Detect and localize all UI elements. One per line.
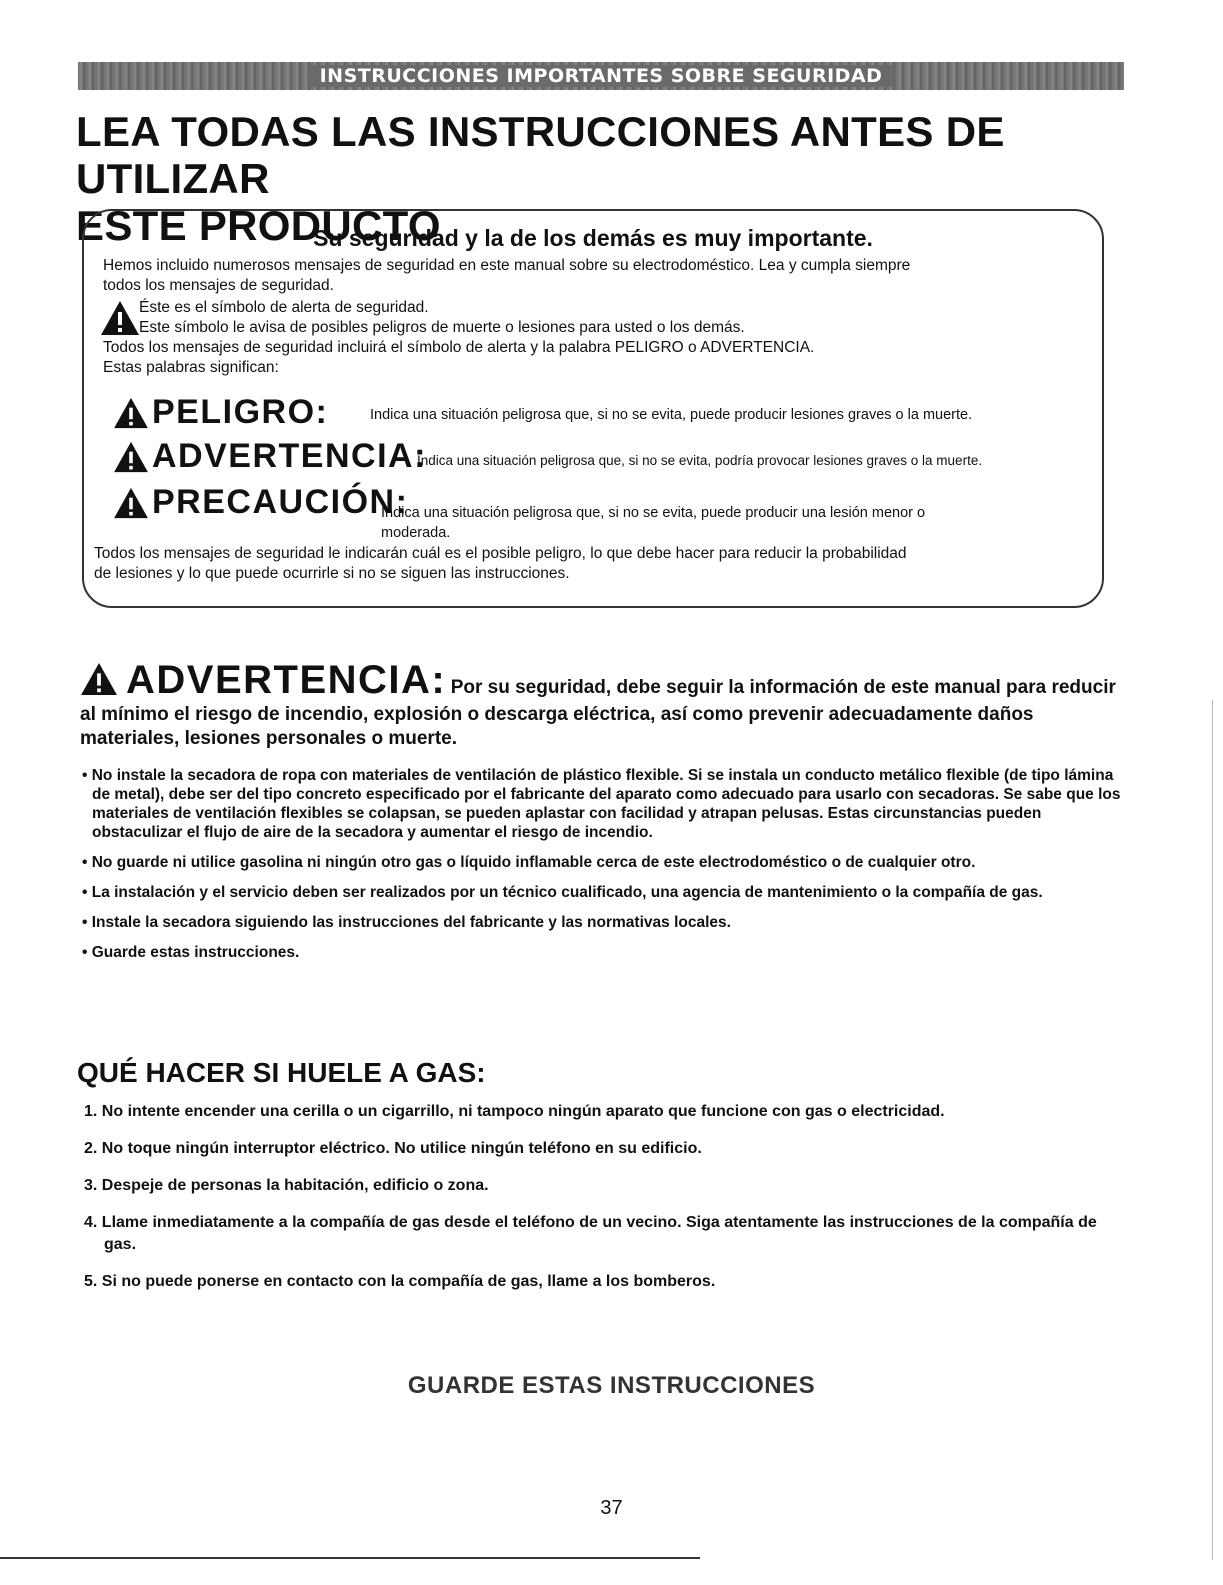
safety-heading: Su seguridad y la de los demás es muy importante. [313, 225, 873, 251]
list-item: 1. No intente encender una cerilla o un cigarrillo, ni tampoco ningún aparato que funcione con gas o electricidad. [84, 1103, 945, 1120]
closing-line2: de lesiones y lo que puede ocurrirle si no se siguen las instrucciones. [94, 565, 570, 582]
section-banner [78, 62, 1124, 90]
page-title-line2: ESTE PRODUCTO [76, 202, 441, 249]
advertencia-label: ADVERTENCIA: [152, 437, 427, 475]
page-title-line1: LEA TODAS LAS INSTRUCCIONES ANTES DE UTILIZAR [76, 108, 1005, 202]
all-messages-text: Todos los mensajes de seguridad incluirá el símbolo de alerta y la palabra PELIGRO o ADVERTENCIA. [103, 339, 815, 356]
intro-line2: todos los mensajes de seguridad. [103, 277, 334, 294]
footer-title: GUARDE ESTAS INSTRUCCIONES [407, 1372, 816, 1399]
peligro-alert-icon [113, 397, 149, 429]
precaucion-description-line1: Indica una situación peligrosa que, si no se evita, puede producir una lesión menor o [381, 505, 926, 521]
gas-section-title: QUÉ HACER SI HUELE A GAS: [77, 1057, 486, 1088]
list-item: • Guarde estas instrucciones. [82, 944, 300, 961]
warning-bullet-list [82, 766, 1122, 973]
list-item: • La instalación y el servicio deben ser realizados por un técnico cualificado, una agencia de mantenimiento o la compañía de gas. [82, 884, 1043, 901]
words-mean-text: Estas palabras significan: [103, 359, 279, 376]
symbol-line2: Este símbolo le avisa de posibles peligros de muerte o lesiones para usted o los demás. [139, 319, 745, 336]
intro-line1: Hemos incluido numerosos mensajes de seguridad en este manual sobre su electrodoméstico. Lea y cumpla siempre [103, 257, 911, 274]
list-item: 2. No toque ningún interruptor eléctrico. No utilice ningún teléfono en su edificio. [84, 1140, 702, 1157]
warning-text: Por su seguridad, debe seguir la información de este manual para reducir al mínimo el riesgo de incendio, explosión o descarga eléctrica, así como prevenir adecuadamente daños materiales, lesiones personales o muerte. [80, 677, 1116, 749]
advertencia-description: Indica una situación peligrosa que, si no se evita, podría provocar lesiones graves o la muerte. [417, 453, 983, 468]
gas-steps-list [84, 1101, 1124, 1308]
banner-text: INSTRUCCIONES IMPORTANTES SOBRE SEGURIDAD [308, 65, 895, 87]
closing-line1: Todos los mensajes de seguridad le indicarán cuál es el posible peligro, lo que debe hacer para reducir la probabilidad [94, 545, 907, 562]
list-item: • Instale la secadora siguiendo las instrucciones del fabricante y las normativas locales. [82, 914, 731, 931]
list-item: 3. Despeje de personas la habitación, edificio o zona. [84, 1177, 489, 1194]
safety-info-box [82, 209, 1104, 608]
precaucion-alert-icon [113, 487, 149, 519]
precaucion-label: PRECAUCIÓN: [152, 483, 409, 521]
peligro-label: PELIGRO: [152, 393, 329, 431]
advertencia-alert-icon [113, 441, 149, 473]
warning-alert-icon [80, 662, 118, 696]
list-item: • No guarde ni utilice gasolina ni ningún otro gas o líquido inflamable cerca de este electrodoméstico o de cualquier otro. [82, 854, 976, 871]
list-item: 5. Si no puede ponerse en contacto con la compañía de gas, llame a los bomberos. [84, 1273, 716, 1290]
right-edge-line [1212, 700, 1213, 1560]
precaucion-description-line2: moderada. [381, 525, 451, 541]
list-item: • No instale la secadora de ropa con materiales de ventilación de plástico flexible. Si se instala un conducto metálico flexible (de tipo lámina de metal), debe ser del tipo concreto especificado por el fabricante del aparato como adecuado para usarlo con secadoras. Se sabe que los materiales de ventilación flexibles se colapsan, se pueden aplastar con facilidad y atrapan pelusas. Estas circunstancias pueden obstaculizar el flujo de aire de la secadora y aumentar el riesgo de incendio. [82, 767, 1121, 841]
peligro-description: Indica una situación peligrosa que, si no se evita, puede producir lesiones graves o la muerte. [370, 407, 973, 423]
bottom-divider [0, 1557, 700, 1559]
list-item: 4. Llame inmediatamente a la compañía de gas desde el teléfono de un vecino. Siga atentamente las instrucciones de la compañía de gas. [84, 1214, 1097, 1253]
warning-label: ADVERTENCIA: [126, 658, 447, 702]
safety-alert-icon [100, 300, 140, 336]
main-warning [80, 658, 1120, 751]
symbol-line1: Éste es el símbolo de alerta de seguridad. [139, 299, 429, 316]
page-number: 37 [600, 1497, 623, 1519]
